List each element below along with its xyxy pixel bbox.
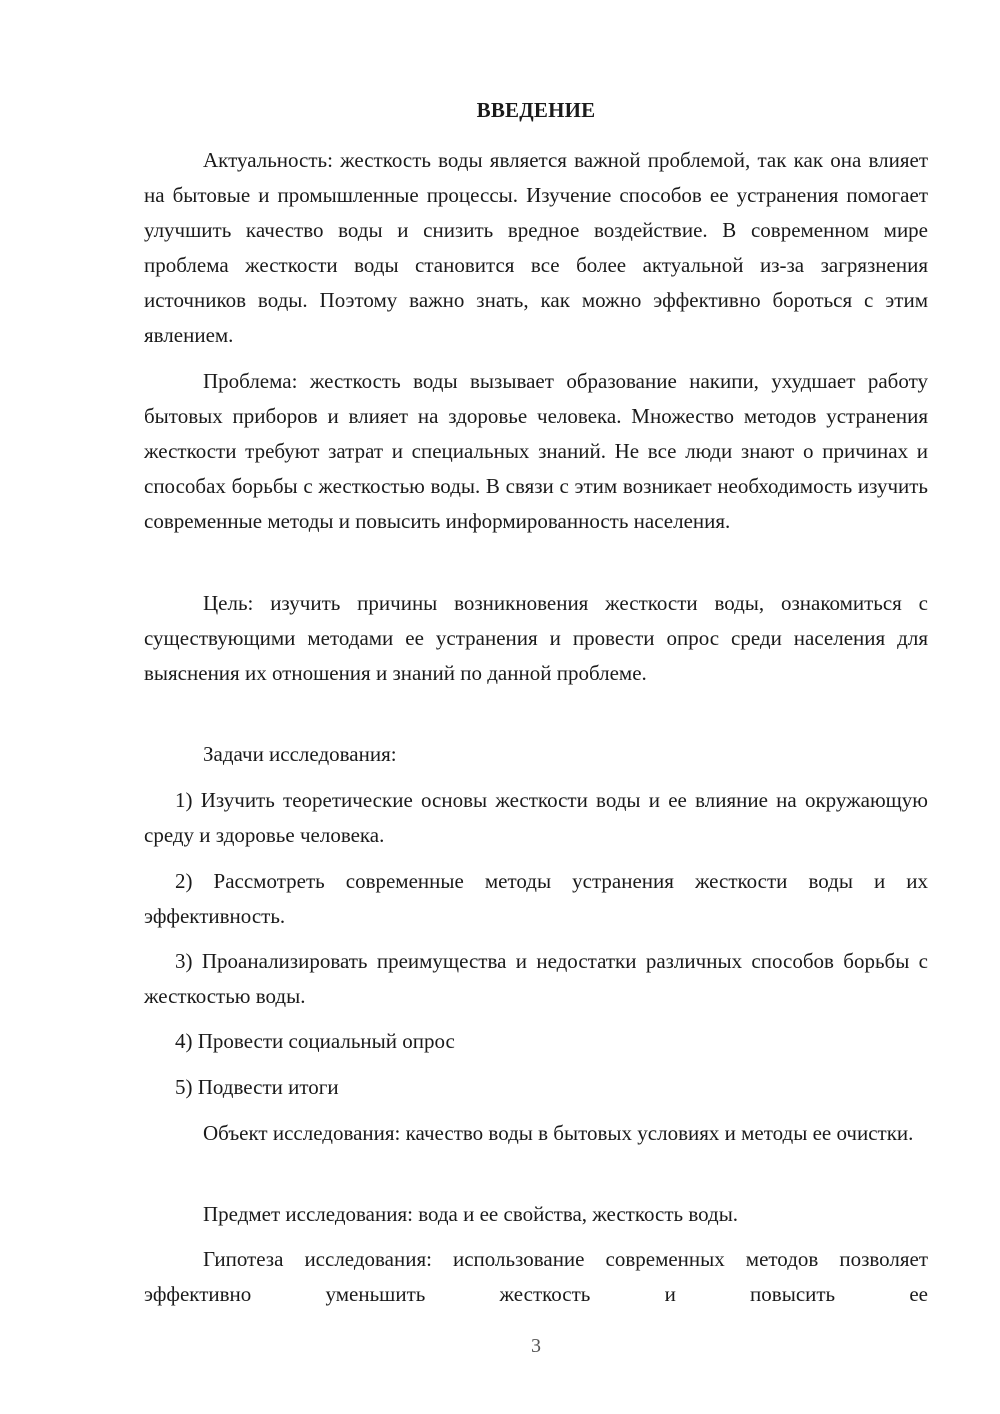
paragraph-object: Объект исследования: качество воды в бытовых условиях и методы ее очистки. [203,1121,914,1145]
task-item-2: 2) Рассмотреть современные методы устранения жесткости воды и их эффективность. [144,869,928,928]
paragraph-subject: Предмет исследования: вода и ее свойства, жесткость воды. [203,1202,739,1226]
paragraph-goal: Цель: изучить причины возникновения жесткости воды, ознакомиться с существующими методами ее устранения и провести опрос среди населения для выяснения их отношения и знаний по данной проблеме. [144,591,928,685]
page-title: ВВЕДЕНИЕ [476,98,596,122]
page-number: 3 [531,1335,541,1357]
paragraph-relevance: Актуальность: жесткость воды является важной проблемой, так как она влияет на бытовые и промышленные процессы. Изучение способов ее устранения помогает улучшить качество воды и снизить вредное воздействие. В современном мире проблема жесткости воды становится все более актуальной из-за загрязнения источников воды. Поэтому важно знать, как можно эффективно бороться с этим явлением. [144,148,928,347]
paragraph-problem: Проблема: жесткость воды вызывает образование накипи, ухудшает работу бытовых приборов и влияет на здоровье человека. Множество методов устранения жесткости требуют затрат и специальных знаний. Не все люди знают о причинах и способах борьбы с жесткостью воды. В связи с этим возникает необходимость изучить современные методы и повысить информированность населения. [144,369,928,533]
task-item-3: 3) Проанализировать преимущества и недостатки различных способов борьбы с жесткостью воды. [144,949,928,1008]
tasks-heading: Задачи исследования: [203,742,397,766]
task-item-5: 5) Подвести итоги [175,1075,339,1099]
paragraph-hypothesis: Гипотеза исследования: использование современных методов позволяет эффективно уменьшить жесткость и повысить ее [144,1247,928,1306]
task-item-1: 1) Изучить теоретические основы жесткости воды и ее влияние на окружающую среду и здоровье человека. [144,788,928,847]
task-item-4: 4) Провести социальный опрос [175,1029,455,1053]
